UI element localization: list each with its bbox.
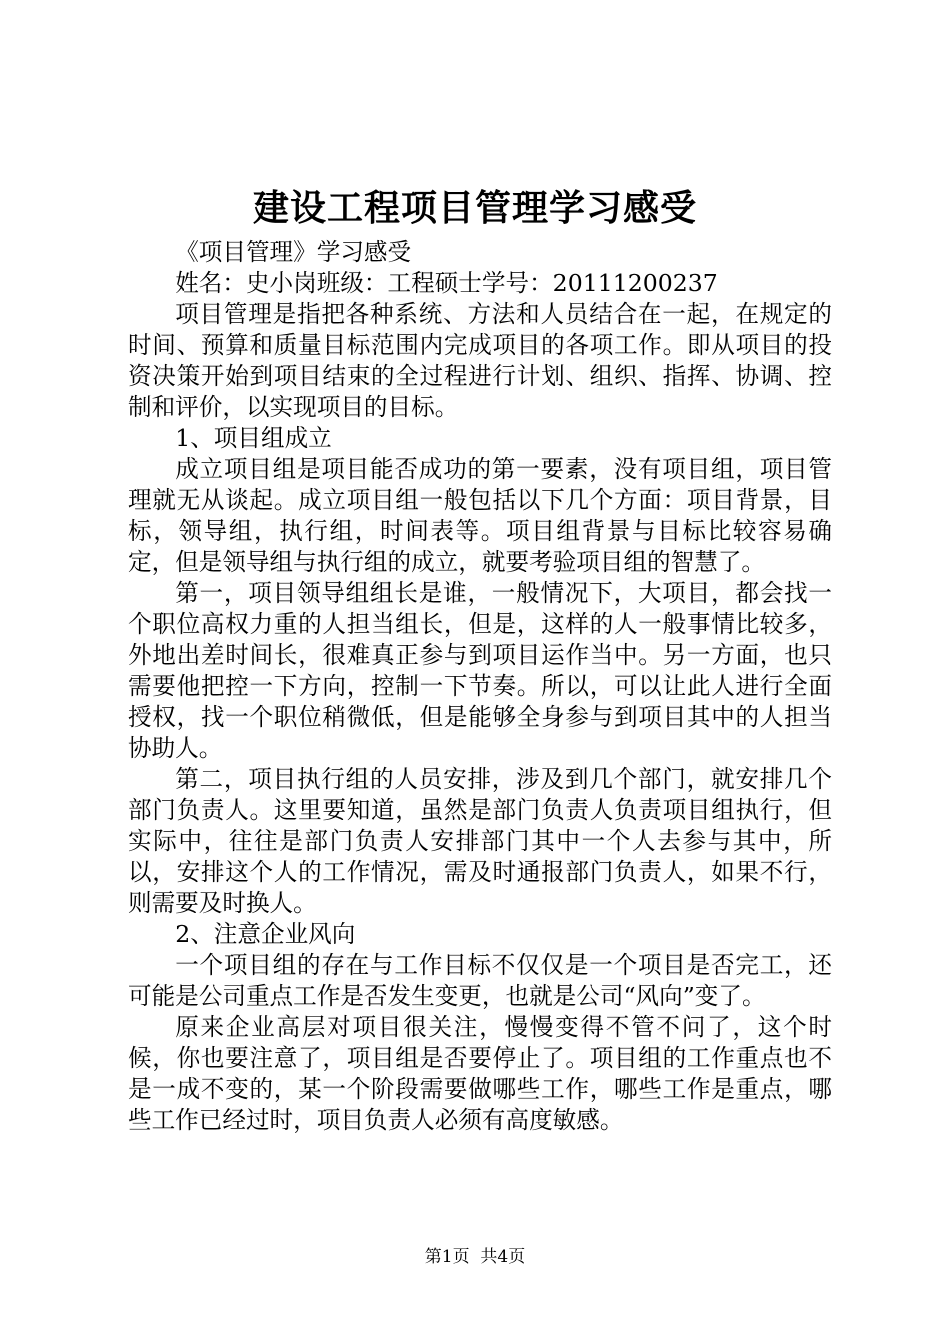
page-number: 第1页 [424, 1247, 470, 1267]
paragraph-leader-group: 第一，项目领导组组长是谁，一般情况下，大项目，都会找一个职位高权力重的人担当组长，但是，这样的人一般事情比较多，外地出差时间长，很难真正参与到项目运作当中。另一方面，也只需要他把控一下方向，控制一下节奏。所以，可以让此人进行全面授权，找一个职位稍微低，但是能够全身参与到项目其中的人担当协助人。 [128, 579, 832, 762]
paragraph-company-direction: 一个项目组的存在与工作目标不仅仅是一个项目是否完工，还可能是公司重点工作是否发生变更，也就是公司“风向”变了。 [128, 951, 832, 1010]
paragraph-execution-group: 第二，项目执行组的人员安排，涉及到几个部门，就安排几个部门负责人。这里要知道，虽然是部门负责人负责项目组执行，但实际中，往往是部门负责人安排部门其中一个人去参与其中，所以，安排这个人的工作情况，需及时通报部门负责人，如果不行，则需要及时换人。 [128, 765, 832, 917]
page-footer [0, 1245, 950, 1269]
section-heading-2: 2、注意企业风向 [175, 920, 356, 948]
paragraph-author-info: 姓名：史小岗班级：工程硕士学号：20111200237 [175, 269, 718, 297]
document-title: 建设工程项目管理学习感受 [252, 187, 697, 229]
page-total: 共4页 [480, 1247, 526, 1267]
section-heading-1: 1、项目组成立 [175, 424, 332, 452]
paragraph-subtitle: 《项目管理》学习感受 [175, 238, 412, 266]
paragraph-team-setup: 成立项目组是项目能否成功的第一要素，没有项目组，项目管理就无从谈起。成立项目组一般包括以下几个方面：项目背景，目标，领导组，执行组，时间表等。项目组背景与目标比较容易确定，但是领导组与执行组的成立，就要考验项目组的智慧了。 [128, 455, 832, 576]
paragraph-management-attention: 原来企业高层对项目很关注，慢慢变得不管不问了，这个时候，你也要注意了，项目组是否要停止了。项目组的工作重点也不是一成不变的，某一个阶段需要做哪些工作，哪些工作是重点，哪些工作已经过时，项目负责人必须有高度敏感。 [128, 1013, 832, 1134]
document-body [128, 237, 832, 1136]
paragraph-intro: 项目管理是指把各种系统、方法和人员结合在一起，在规定的时间、预算和质量目标范围内完成项目的各项工作。即从项目的投资决策开始到项目结束的全过程进行计划、组织、指挥、协调、控制和评价，以实现项目的目标。 [128, 300, 832, 421]
